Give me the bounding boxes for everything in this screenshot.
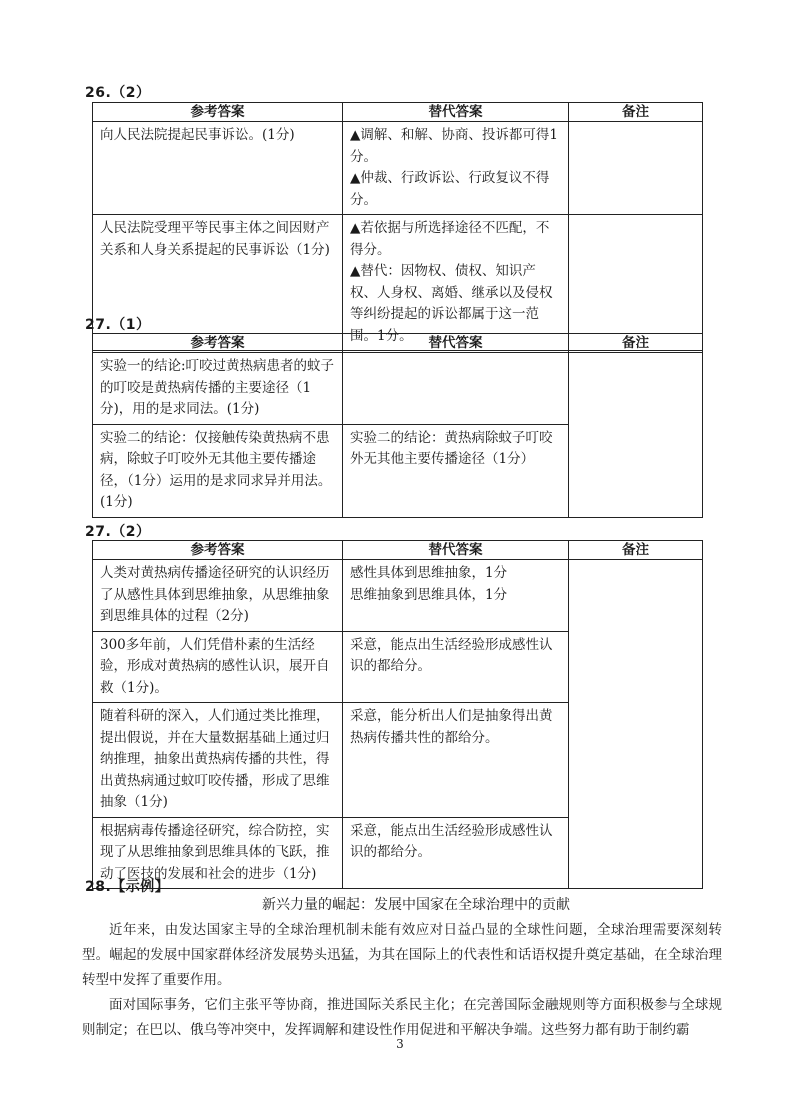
reference-answer-cell: 根据病毒传播途径研究，综合防控，实现了从思维抽象到思维具体的飞跃，推动了医技的发展和社会的进步（1分) xyxy=(93,817,343,889)
question-27-1-label: 27.（1） xyxy=(85,317,151,333)
alternative-answer-cell xyxy=(343,122,569,215)
answer-table-27-2 xyxy=(92,540,703,889)
alternative-answer-line: ▲替代：因物权、债权、知识产权、人身权、离婚、继承以及侵权等纠纷提起的诉讼都属于这一范围。1分。 xyxy=(350,263,553,344)
table-row xyxy=(93,122,703,215)
alternative-answer-cell: 实验二的结论：黄热病除蚊子叮咬外无其他主要传播途径（1分） xyxy=(343,424,569,517)
header-alternative-answer: 替代答案 xyxy=(343,334,569,353)
alternative-answer-line: 思维抽象到思维具体，1分 xyxy=(350,586,508,603)
question-28-label: 28.【示例】 xyxy=(85,879,170,895)
remarks-cell xyxy=(569,215,703,351)
header-reference-answer: 参考答案 xyxy=(93,103,343,122)
header-remarks: 备注 xyxy=(569,334,703,353)
essay-title: 新兴力量的崛起：发展中国家在全球治理中的贡献 xyxy=(262,897,570,913)
remarks-cell xyxy=(569,122,703,215)
alternative-answer-cell: 采意，能点出生活经验形成感性认识的都给分。 xyxy=(343,817,569,889)
question-27-2-label: 27.（2） xyxy=(85,524,151,540)
table-row xyxy=(93,353,703,425)
header-reference-answer: 参考答案 xyxy=(93,334,343,353)
header-remarks: 备注 xyxy=(569,103,703,122)
alternative-answer-line: ▲调解、和解、协商、投诉都可得1分。 xyxy=(350,127,558,165)
answer-table-26-2 xyxy=(92,102,703,351)
alternative-answer-line: ▲若依据与所选择途径不匹配，不得分。 xyxy=(350,220,550,258)
alternative-answer-cell xyxy=(343,560,569,632)
question-26-2-label: 26.（2） xyxy=(85,85,151,101)
table-header-row xyxy=(93,103,703,122)
header-alternative-answer: 替代答案 xyxy=(343,103,569,122)
page-number: 3 xyxy=(396,1037,404,1051)
reference-answer-cell: 随着科研的深入，人们通过类比推理，提出假说，并在大量数据基础上通过归纳推理，抽象出黄热病传播的共性，得出黄热病通过蚊叮咬传播，形成了思维抽象（1分) xyxy=(93,703,343,818)
table-header-row xyxy=(93,334,703,353)
remarks-cell xyxy=(569,353,703,518)
alternative-answer-line: ▲仲裁、行政诉讼、行政复议不得分。 xyxy=(350,170,550,208)
answer-table-27-1 xyxy=(92,333,703,518)
alternative-answer-cell: 采意，能点出生活经验形成感性认识的都给分。 xyxy=(343,631,569,703)
reference-answer-cell: 实验二的结论：仅接触传染黄热病不患病，除蚊子叮咬外无其他主要传播途径，（1分）运用的是求同求异并用法。(1分) xyxy=(93,424,343,517)
essay-paragraph: 面对国际事务，它们主张平等协商，推进国际关系民主化；在完善国际金融规则等方面积极参与全球规则制定；在巴以、俄乌等冲突中，发挥调解和建设性作用促进和平解决争端。这些努力都有助于制约霸 xyxy=(82,997,722,1038)
reference-answer-cell: 实验一的结论:叮咬过黄热病患者的蚊子的叮咬是黄热病传播的主要途径（1分)，用的是求同法。(1分) xyxy=(93,353,343,425)
reference-answer-cell: 人类对黄热病传播途径研究的认识经历了从感性具体到思维抽象，从思维抽象到思维具体的过程（2分) xyxy=(93,560,343,632)
alternative-answer-line: 感性具体到思维抽象，1分 xyxy=(350,565,508,581)
alternative-answer-cell: 采意，能分析出人们是抽象得出黄热病传播共性的都给分。 xyxy=(343,703,569,818)
essay-body xyxy=(82,893,722,1043)
header-reference-answer: 参考答案 xyxy=(93,541,343,560)
header-alternative-answer: 替代答案 xyxy=(343,541,569,560)
alternative-answer-cell xyxy=(343,353,569,425)
essay-paragraph: 近年来，由发达国家主导的全球治理机制未能有效应对日益凸显的全球性问题，全球治理需要深刻转型。崛起的发展中国家群体经济发展势头迅猛，为其在国际上的代表性和话语权提升奠定基础，在全球治理转型中发挥了重要作用。 xyxy=(82,922,722,988)
table-row xyxy=(93,560,703,632)
header-remarks: 备注 xyxy=(569,541,703,560)
remarks-cell xyxy=(569,560,703,889)
table-row xyxy=(93,215,703,351)
table-header-row xyxy=(93,541,703,560)
reference-answer-cell: 向人民法院提起民事诉讼。(1分) xyxy=(93,122,343,215)
reference-answer-cell: 300多年前，人们凭借朴素的生活经验，形成对黄热病的感性认识，展开自救（1分)。 xyxy=(93,631,343,703)
reference-answer-cell: 人民法院受理平等民事主体之间因财产关系和人身关系提起的民事诉讼（1分) xyxy=(93,215,343,351)
alternative-answer-cell xyxy=(343,215,569,351)
